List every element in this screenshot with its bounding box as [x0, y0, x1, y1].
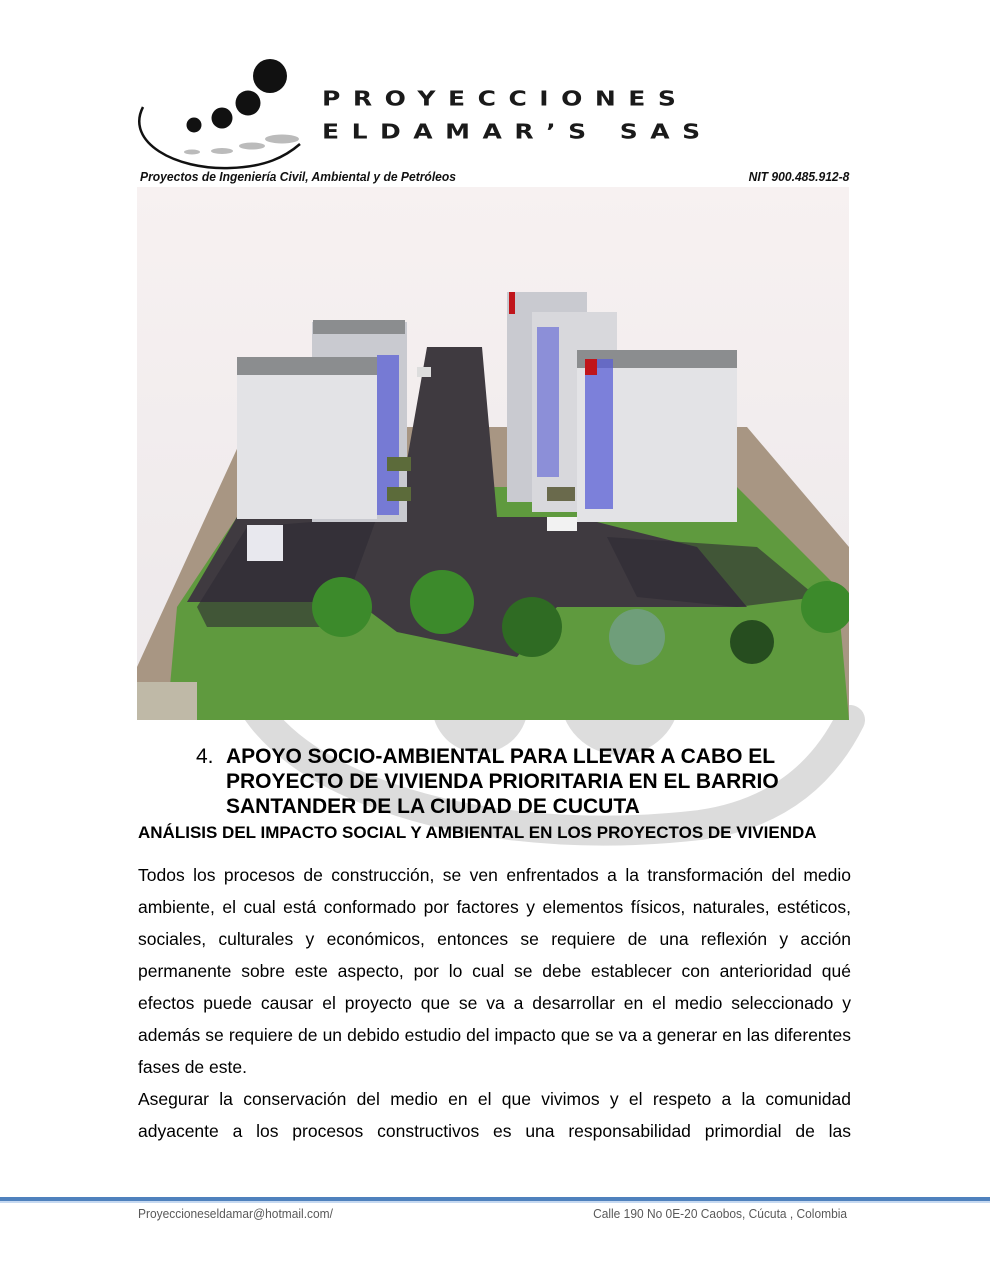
paragraph-2: Asegurar la conservación del medio en el que vivimos y el respeto a la comunidad adyacente a los procesos constructivos es una responsabilidad primordial de las	[138, 1089, 851, 1141]
footer-address: Calle 190 No 0E-20 Caobos, Cúcuta , Colombia	[593, 1206, 847, 1221]
company-tagline: Proyectos de Ingeniería Civil, Ambiental y de Petróleos	[140, 169, 457, 184]
subheading: ANÁLISIS DEL IMPACTO SOCIAL Y AMBIENTAL EN LOS PROYECTOS DE VIVIENDA	[138, 823, 817, 842]
brand-line-1: PROYECCIONES	[322, 86, 689, 111]
project-render-image	[137, 187, 849, 720]
brand-line-2: ELDAMAR’S SAS	[322, 119, 713, 144]
section-title: APOYO SOCIO-AMBIENTAL PARA LLEVAR A CABO EL PROYECTO DE VIVIENDA PRIORITARIA EN EL BARRIO SANTANDER DE LA CIUDAD DE CUCUTA	[226, 745, 779, 818]
company-logo-icon	[135, 52, 305, 172]
company-nit: NIT 900.485.912-8	[748, 169, 849, 184]
body-text	[138, 859, 851, 1147]
paragraph-1: Todos los procesos de construcción, se ven enfrentados a la transformación del medio ambiente, el cual está conformado por factores y elementos físicos, naturales, estéticos, sociales, culturales y económicos, entonces se requiere de una reflexión y acción permanente sobre este aspecto, por lo cual se debe establecer con anterioridad qué efectos puede causar el proyecto que se va a desarrollar en el medio seleccionado y además se requiere de un debido estudio del impacto que se va a generar en las diferentes fases de este.	[138, 865, 851, 1077]
section-number: 4.	[196, 745, 214, 768]
footer-email: Proyeccioneseldamar@hotmail.com/	[138, 1206, 333, 1221]
company-name	[322, 82, 857, 148]
footer-rule-highlight	[0, 1201, 990, 1203]
